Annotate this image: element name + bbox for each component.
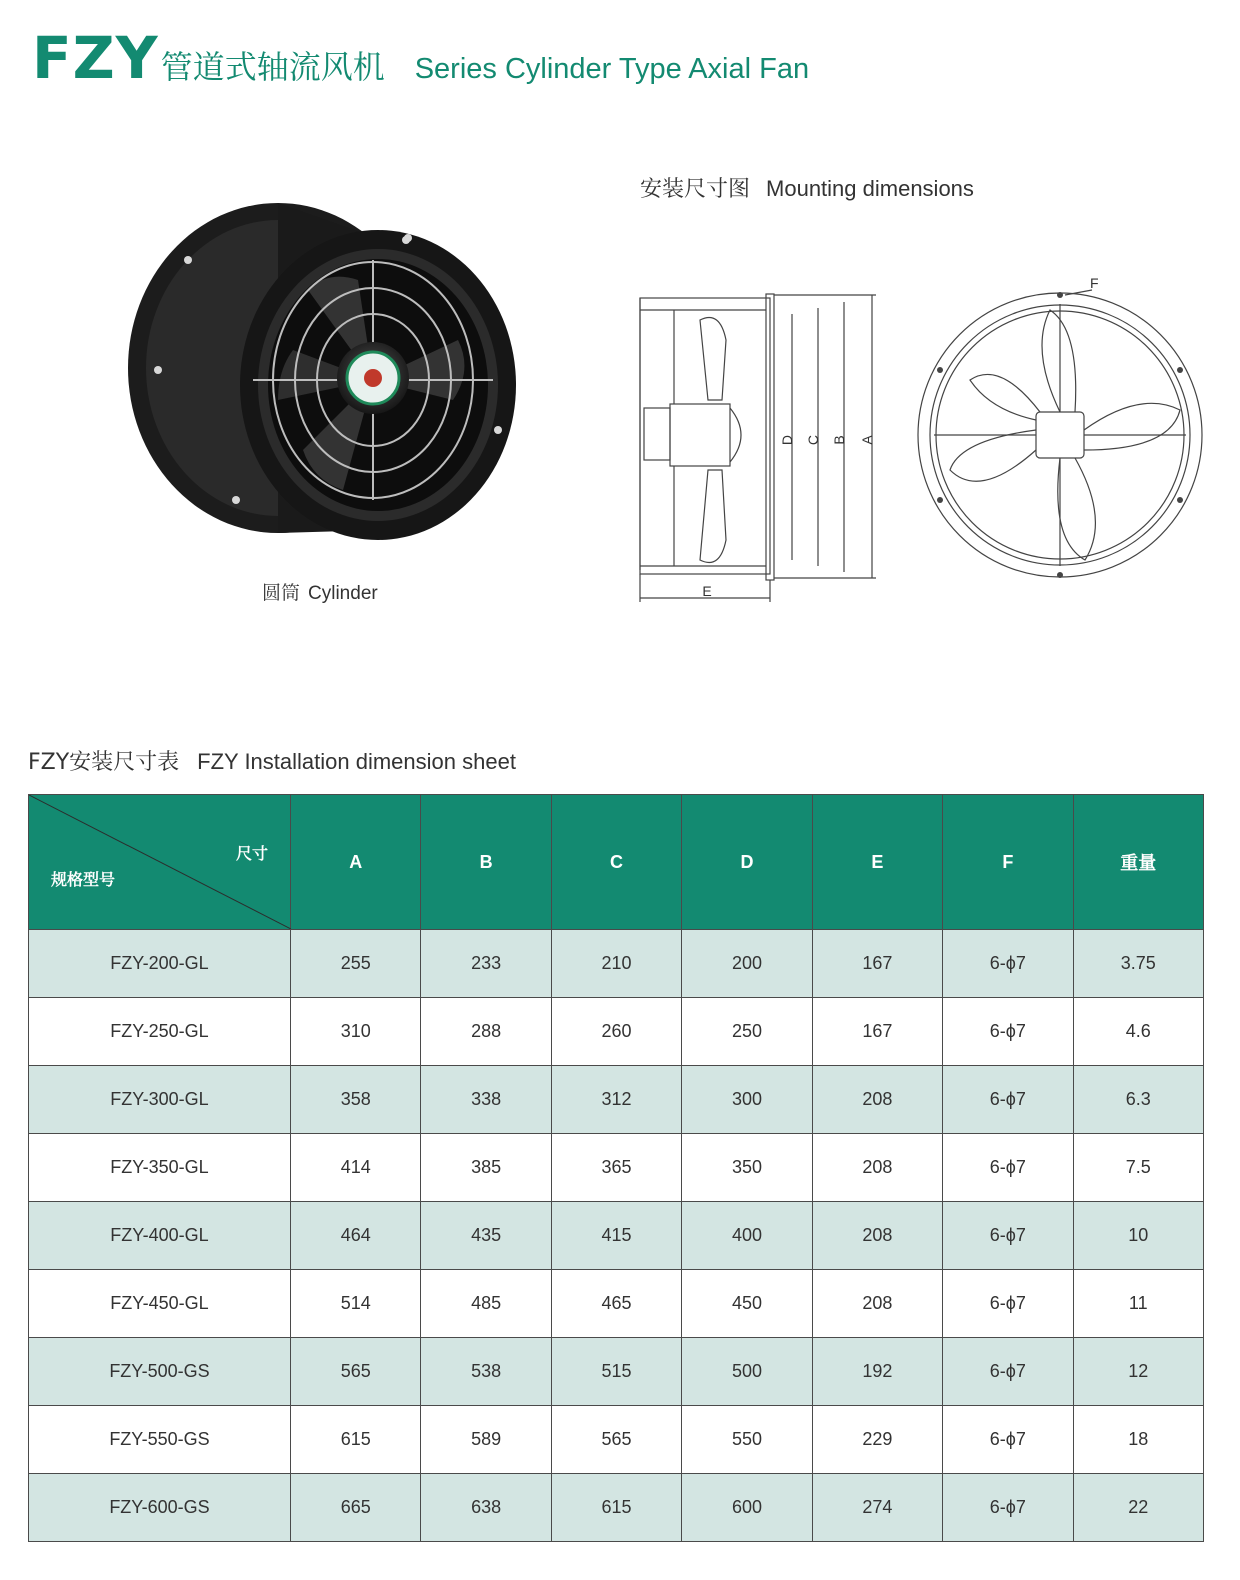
value-cell: 6-ϕ7: [943, 998, 1073, 1066]
column-header-e: E: [812, 795, 942, 930]
front-view-drawing: [910, 270, 1210, 590]
value-cell: 589: [421, 1406, 551, 1474]
value-cell: 6.3: [1073, 1066, 1203, 1134]
table-row: [29, 1338, 1204, 1406]
value-cell: 250: [682, 998, 812, 1066]
value-cell: 6-ϕ7: [943, 1202, 1073, 1270]
side-view-drawing: [630, 280, 890, 610]
mounting-title-cn: 安装尺寸图: [640, 177, 751, 202]
table-row: [29, 998, 1204, 1066]
sheet-title-en: FZY Installation dimension sheet: [197, 749, 516, 774]
model-cell: FZY-300-GL: [29, 1066, 291, 1134]
sheet-title-cn: FZY安装尺寸表: [28, 750, 180, 775]
column-header-d: D: [682, 795, 812, 930]
value-cell: 255: [291, 930, 421, 998]
value-cell: 7.5: [1073, 1134, 1203, 1202]
value-cell: 415: [551, 1202, 681, 1270]
value-cell: 6-ϕ7: [943, 1338, 1073, 1406]
table-row: [29, 1474, 1204, 1542]
table-row: [29, 930, 1204, 998]
model-cell: FZY-550-GS: [29, 1406, 291, 1474]
value-cell: 229: [812, 1406, 942, 1474]
value-cell: 4.6: [1073, 998, 1203, 1066]
sheet-title: [28, 745, 516, 776]
corner-header-size: 尺寸: [235, 844, 268, 863]
value-cell: 550: [682, 1406, 812, 1474]
value-cell: 208: [812, 1066, 942, 1134]
value-cell: 11: [1073, 1270, 1203, 1338]
dim-label-a: A: [859, 435, 875, 445]
column-header-c: C: [551, 795, 681, 930]
value-cell: 565: [551, 1406, 681, 1474]
corner-header: [29, 795, 291, 930]
value-cell: 312: [551, 1066, 681, 1134]
value-cell: 300: [682, 1066, 812, 1134]
column-header-f: F: [943, 795, 1073, 930]
value-cell: 464: [291, 1202, 421, 1270]
model-cell: FZY-500-GS: [29, 1338, 291, 1406]
value-cell: 450: [682, 1270, 812, 1338]
dim-label-f: F: [1090, 275, 1099, 291]
value-cell: 600: [682, 1474, 812, 1542]
value-cell: 288: [421, 998, 551, 1066]
value-cell: 167: [812, 998, 942, 1066]
mounting-title: [640, 172, 974, 203]
value-cell: 514: [291, 1270, 421, 1338]
mounting-title-en: Mounting dimensions: [766, 176, 974, 201]
value-cell: 414: [291, 1134, 421, 1202]
value-cell: 208: [812, 1202, 942, 1270]
dim-label-b: B: [831, 435, 847, 445]
value-cell: 167: [812, 930, 942, 998]
title-english: Series Cylinder Type Axial Fan: [414, 53, 810, 85]
value-cell: 615: [291, 1406, 421, 1474]
value-cell: 338: [421, 1066, 551, 1134]
value-cell: 18: [1073, 1406, 1203, 1474]
photo-caption: [262, 578, 378, 605]
model-cell: FZY-250-GL: [29, 998, 291, 1066]
value-cell: 615: [551, 1474, 681, 1542]
brand-name: FZY: [32, 24, 159, 92]
table-header-row: [29, 795, 1204, 930]
value-cell: 638: [421, 1474, 551, 1542]
page-header: [32, 24, 809, 92]
dim-label-e: E: [702, 583, 712, 599]
model-cell: FZY-450-GL: [29, 1270, 291, 1338]
value-cell: 665: [291, 1474, 421, 1542]
value-cell: 208: [812, 1270, 942, 1338]
value-cell: 6-ϕ7: [943, 1270, 1073, 1338]
value-cell: 192: [812, 1338, 942, 1406]
value-cell: 3.75: [1073, 930, 1203, 998]
value-cell: 310: [291, 998, 421, 1066]
value-cell: 465: [551, 1270, 681, 1338]
value-cell: 485: [421, 1270, 551, 1338]
value-cell: 400: [682, 1202, 812, 1270]
value-cell: 200: [682, 930, 812, 998]
dimension-table: [28, 794, 1204, 1542]
value-cell: 6-ϕ7: [943, 1474, 1073, 1542]
table-body: [29, 930, 1204, 1542]
photo-caption-en: Cylinder: [308, 583, 378, 604]
model-cell: FZY-350-GL: [29, 1134, 291, 1202]
table-row: [29, 1066, 1204, 1134]
table-row: [29, 1134, 1204, 1202]
value-cell: 365: [551, 1134, 681, 1202]
value-cell: 210: [551, 930, 681, 998]
value-cell: 10: [1073, 1202, 1203, 1270]
value-cell: 500: [682, 1338, 812, 1406]
corner-header-model: 规格型号: [51, 870, 116, 889]
value-cell: 6-ϕ7: [943, 930, 1073, 998]
dim-label-c: C: [805, 434, 821, 446]
value-cell: 6-ϕ7: [943, 1134, 1073, 1202]
column-header-weight: 重量: [1073, 795, 1203, 930]
value-cell: 515: [551, 1338, 681, 1406]
value-cell: 260: [551, 998, 681, 1066]
value-cell: 6-ϕ7: [943, 1066, 1073, 1134]
value-cell: 12: [1073, 1338, 1203, 1406]
table-row: [29, 1202, 1204, 1270]
value-cell: 565: [291, 1338, 421, 1406]
value-cell: 233: [421, 930, 551, 998]
value-cell: 435: [421, 1202, 551, 1270]
value-cell: 22: [1073, 1474, 1203, 1542]
dim-label-d: D: [779, 434, 795, 446]
value-cell: 358: [291, 1066, 421, 1134]
value-cell: 350: [682, 1134, 812, 1202]
value-cell: 274: [812, 1474, 942, 1542]
title-chinese: 管道式轴流风机: [160, 48, 385, 86]
model-cell: FZY-400-GL: [29, 1202, 291, 1270]
table-row: [29, 1270, 1204, 1338]
value-cell: 6-ϕ7: [943, 1406, 1073, 1474]
model-cell: FZY-200-GL: [29, 930, 291, 998]
value-cell: 208: [812, 1134, 942, 1202]
column-header-b: B: [421, 795, 551, 930]
value-cell: 538: [421, 1338, 551, 1406]
table-row: [29, 1406, 1204, 1474]
value-cell: 385: [421, 1134, 551, 1202]
photo-caption-cn: 圆筒: [262, 582, 301, 604]
model-cell: FZY-600-GS: [29, 1474, 291, 1542]
column-header-a: A: [291, 795, 421, 930]
fan-cylinder-image: [128, 200, 528, 570]
